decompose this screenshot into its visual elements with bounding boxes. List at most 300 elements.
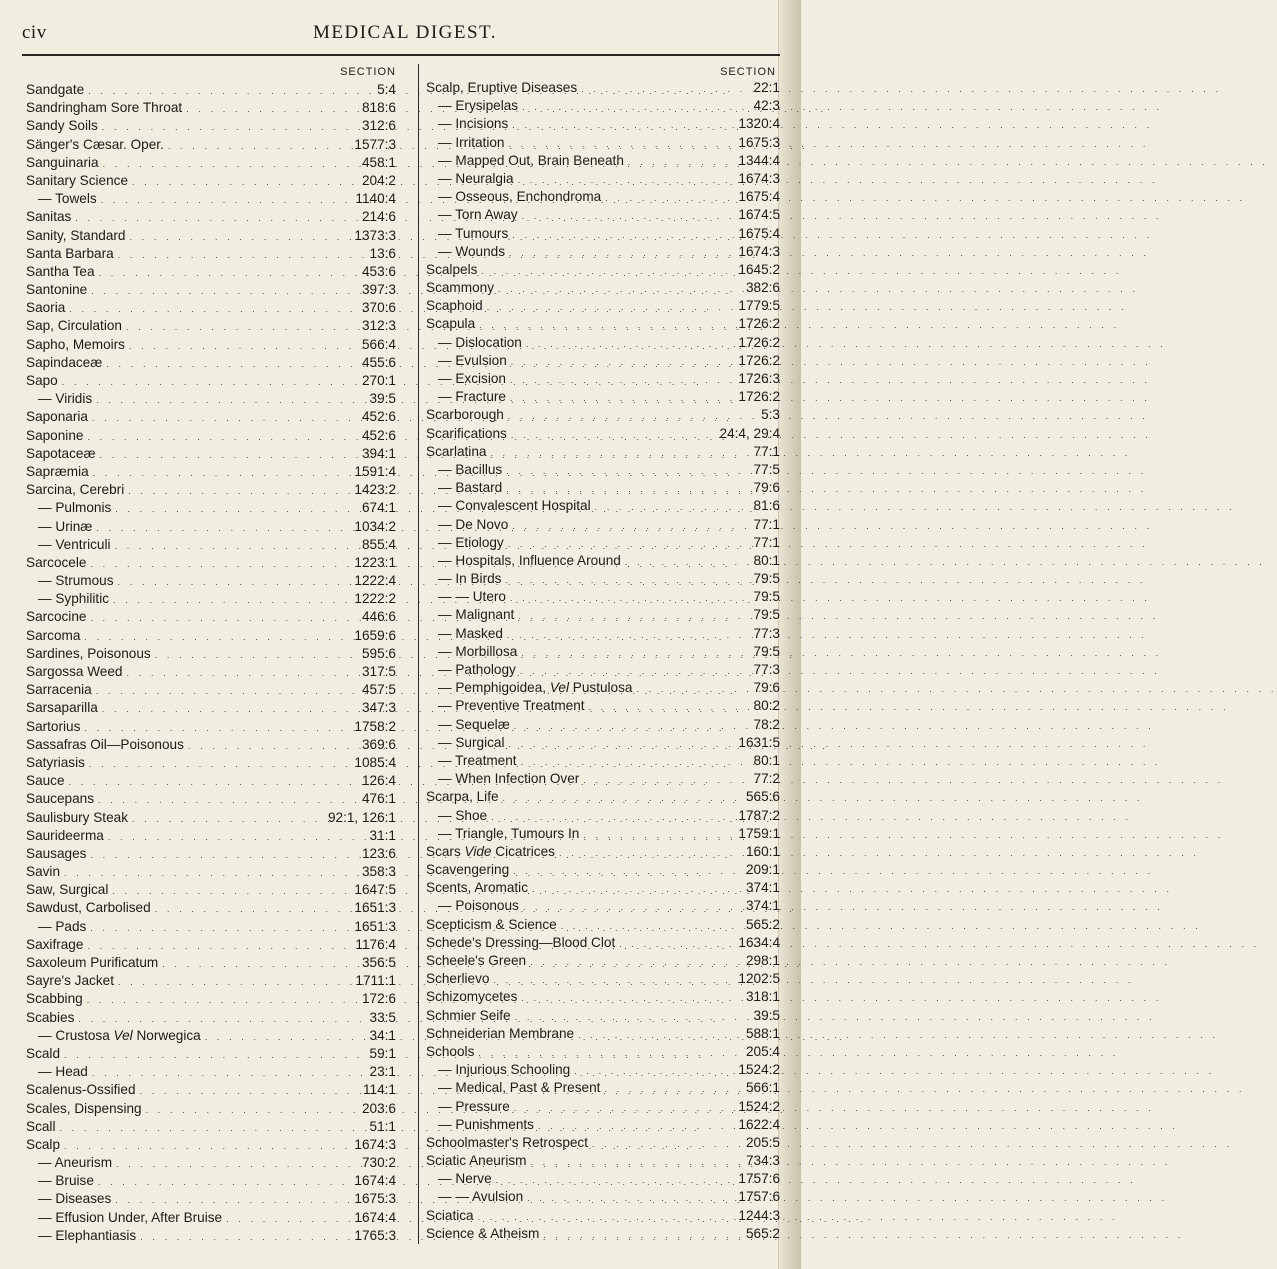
section-ref: 205:5 (745, 1134, 780, 1150)
section-ref: 453:6 (361, 263, 396, 279)
index-entry (26, 899, 400, 917)
left-column (26, 66, 400, 1245)
section-ref: 79:6 (753, 480, 780, 496)
index-term: — Crustosa Vel Norwegica (38, 1027, 201, 1043)
index-entry (426, 879, 780, 897)
index-entry (426, 861, 780, 879)
section-ref: 397:3 (361, 282, 396, 298)
dot-leaders (502, 479, 753, 498)
index-term: Scald (26, 1045, 61, 1061)
index-term: — Convalescent Hospital (438, 498, 591, 514)
index-entry (26, 699, 400, 717)
section-ref: 458:1 (361, 154, 396, 170)
dot-leaders (94, 790, 362, 809)
section-ref: 1034:2 (354, 518, 396, 534)
dot-leaders (201, 1027, 370, 1046)
section-ref: 1758:2 (354, 718, 396, 734)
dot-leaders (591, 497, 754, 516)
dot-leaders (523, 1188, 738, 1207)
index-term: Scepticism & Science (426, 916, 557, 932)
section-ref: 172:6 (361, 991, 396, 1007)
dot-leaders (126, 227, 355, 246)
index-term: Scall (26, 1118, 56, 1134)
index-entry (426, 315, 780, 333)
dot-leaders (517, 988, 746, 1007)
dot-leaders (86, 608, 362, 627)
section-ref: 1222:4 (354, 573, 396, 589)
index-entry (26, 954, 400, 972)
index-term: Scabbing (26, 991, 83, 1007)
index-term: — Injurious Schooling (438, 1062, 571, 1078)
index-entry (426, 679, 780, 697)
section-ref: 457:5 (361, 682, 396, 698)
section-ref: 77:1 (753, 534, 780, 550)
dot-leaders (55, 1118, 369, 1137)
section-ref: 1085:4 (354, 754, 396, 770)
index-term: — Tumours (438, 225, 509, 241)
dot-leaders (142, 1100, 362, 1119)
dot-leaders (112, 1154, 362, 1173)
index-term: — Shoe (438, 807, 488, 823)
index-term: Scammony (426, 280, 494, 296)
dot-leaders (111, 1190, 354, 1209)
section-ref: 1223:1 (354, 554, 396, 570)
section-ref: 674:1 (361, 500, 396, 516)
dot-leaders (88, 408, 362, 427)
left-index-list (26, 81, 400, 1245)
index-term: — Ventriculi (38, 536, 111, 552)
section-ref: 39:5 (369, 391, 396, 407)
index-term: Scalenus-Ossified (26, 1082, 136, 1098)
section-ref: 1634:4 (738, 934, 780, 950)
dot-leaders (95, 263, 362, 282)
dot-leaders (104, 827, 370, 846)
running-title: MEDICAL DIGEST. (313, 22, 497, 43)
index-term: — Nerve (438, 1171, 492, 1187)
index-entry (26, 190, 400, 208)
section-ref: 1423:2 (354, 482, 396, 498)
index-term: Sarcocele (26, 554, 87, 570)
index-entry (426, 352, 780, 370)
section-ref: 358:3 (361, 864, 396, 880)
section-ref: 77:1 (753, 516, 780, 532)
section-ref: 77:3 (753, 662, 780, 677)
dot-leaders (87, 281, 362, 300)
section-ref: 317:5 (361, 664, 396, 679)
index-term: Scabies (26, 1009, 75, 1025)
dot-leaders (511, 1007, 754, 1026)
section-ref: 730:2 (361, 1155, 396, 1171)
section-ref: 31:1 (369, 827, 396, 843)
index-entry (426, 825, 780, 843)
dot-leaders (86, 918, 354, 937)
dot-leaders (151, 645, 362, 664)
section-ref: 1674:3 (738, 243, 780, 259)
section-ref: 123:6 (361, 845, 396, 861)
index-entry (26, 572, 400, 590)
index-entry (426, 788, 780, 806)
section-ref: 77:1 (753, 443, 780, 459)
index-entry (426, 625, 780, 643)
section-ref: 1726:2 (738, 389, 780, 405)
index-term: Sargossa Weed (26, 664, 123, 679)
section-ref: 13:6 (369, 245, 396, 261)
index-term: Scales, Dispensing (26, 1100, 142, 1116)
section-ref: 51:1 (369, 1118, 396, 1134)
dot-leaders (96, 445, 362, 464)
index-term: Scalp (26, 1136, 61, 1152)
dot-leaders (514, 170, 739, 189)
index-entry (26, 1063, 400, 1081)
index-entry (26, 117, 400, 135)
dot-leaders (475, 315, 738, 334)
index-term: Schools (426, 1043, 475, 1059)
section-ref: 77:5 (753, 461, 780, 477)
index-entry (26, 681, 400, 699)
section-ref: 1524:2 (738, 1098, 780, 1114)
section-ref: 734:3 (745, 1153, 780, 1169)
index-entry (426, 170, 780, 188)
section-heading-right: SECTION (720, 66, 776, 78)
section-ref: 455:6 (361, 354, 396, 370)
dot-leaders (528, 879, 746, 898)
dot-leaders (632, 679, 753, 698)
dot-leaders (98, 699, 362, 718)
index-entry (26, 372, 400, 390)
index-term: Schmier Seife (426, 1007, 511, 1023)
index-entry (426, 752, 780, 770)
index-entry (26, 408, 400, 426)
dot-leaders (58, 372, 362, 391)
index-term: — Elephantiasis (38, 1227, 137, 1243)
index-entry (426, 1152, 780, 1170)
index-entry (426, 1007, 780, 1025)
dot-leaders (557, 916, 746, 935)
dot-leaders (128, 172, 362, 191)
index-entry (426, 916, 780, 934)
section-ref: 1726:2 (738, 334, 780, 350)
section-ref: 1757:6 (738, 1171, 780, 1187)
section-heading-left: SECTION (340, 66, 396, 78)
index-entry (26, 1045, 400, 1063)
section-ref: 1577:3 (354, 136, 396, 152)
section-ref: 270:1 (361, 373, 396, 388)
index-term: — — Avulsion (438, 1189, 524, 1205)
section-ref: 476:1 (361, 791, 396, 807)
section-ref: 566:1 (745, 1080, 780, 1096)
dot-leaders (111, 536, 362, 555)
index-entry (426, 406, 780, 424)
dot-leaders (522, 334, 739, 353)
index-term: Saxoleum Purificatum (26, 955, 159, 970)
index-entry (26, 827, 400, 845)
section-ref: 566:4 (361, 336, 396, 352)
index-entry (26, 281, 400, 299)
dot-leaders (122, 663, 361, 682)
index-entry (426, 1025, 780, 1043)
section-ref: 1765:3 (354, 1227, 396, 1243)
index-entry (426, 534, 780, 552)
section-ref: 1344:4 (738, 152, 780, 168)
index-entry (26, 663, 400, 681)
index-entry (426, 479, 780, 497)
index-term: — — Utero (438, 589, 506, 605)
dot-leaders (504, 534, 754, 553)
section-ref: 22:1 (753, 80, 780, 95)
index-term: — Sequelæ (438, 716, 510, 732)
index-term: Sapotaceæ (26, 445, 96, 461)
index-entry (426, 297, 780, 315)
index-term: Scalpels (426, 261, 478, 277)
dot-leaders (504, 406, 761, 425)
dot-leaders (517, 752, 754, 771)
index-term: Sapindaceæ (26, 354, 103, 370)
index-term: Sap, Circulation (26, 318, 122, 334)
section-ref: 1244:3 (738, 1207, 780, 1223)
page-number: civ (22, 22, 47, 43)
section-ref: 77:2 (753, 771, 780, 787)
index-entry (426, 243, 780, 261)
dot-leaders (92, 518, 354, 537)
section-ref: 80:1 (753, 752, 780, 768)
dot-leaders (507, 425, 720, 444)
index-term: Scarlatina (426, 443, 487, 459)
section-ref: 1524:2 (738, 1062, 780, 1078)
index-entry (26, 718, 400, 736)
section-ref: 394:1 (361, 445, 396, 461)
index-term: Scars Vide Cicatrices (426, 843, 555, 859)
section-ref: 80:1 (753, 552, 780, 568)
section-ref: 1674:5 (738, 207, 780, 223)
dot-leaders (510, 716, 754, 735)
index-term: — Incisions (438, 116, 509, 132)
index-entry (426, 1079, 780, 1097)
index-entry (26, 317, 400, 335)
index-term: Scalp, Eruptive Diseases (426, 80, 578, 95)
dot-leaders (109, 590, 354, 609)
index-entry (426, 79, 780, 97)
section-ref: 214:6 (361, 209, 396, 225)
page-header (0, 10, 780, 50)
index-entry (26, 245, 400, 263)
index-term: — Pads (38, 918, 87, 934)
index-term: Schede's Dressing—Blood Clot (426, 934, 616, 950)
index-term: Scents, Aromatic (426, 880, 528, 896)
dot-leaders (97, 190, 356, 209)
index-entry (426, 952, 780, 970)
index-term: — Strumous (38, 573, 114, 589)
index-entry (426, 1188, 780, 1206)
index-entry (426, 770, 780, 788)
index-term: Sarcina, Cerebri (26, 482, 125, 498)
section-ref: 78:2 (753, 716, 780, 732)
dot-leaders (509, 861, 746, 880)
dot-leaders (111, 499, 362, 518)
index-entry (426, 570, 780, 588)
index-entry (26, 208, 400, 226)
index-term: Sandy Soils (26, 118, 98, 134)
dot-leaders (99, 154, 362, 173)
section-ref: 1674:3 (738, 170, 780, 186)
index-entry (426, 1043, 780, 1061)
index-term: Scavengering (426, 862, 510, 878)
section-ref: 1222:2 (354, 591, 396, 607)
dot-leaders (184, 736, 362, 755)
dot-leaders (494, 279, 746, 298)
index-entry (426, 115, 780, 133)
dot-leaders (506, 588, 754, 607)
dot-leaders (577, 79, 753, 98)
index-entry (426, 934, 780, 952)
dot-leaders (477, 261, 738, 280)
index-entry (426, 1061, 780, 1079)
index-term: — Aneurism (38, 1155, 113, 1171)
index-entry (26, 354, 400, 372)
index-term: — Viridis (38, 391, 93, 407)
index-term: Saulisbury Steak (26, 809, 129, 825)
index-term: — Etiology (438, 534, 504, 550)
section-ref: 79:5 (753, 589, 780, 605)
index-term: — Head (38, 1064, 88, 1080)
dot-leaders (624, 152, 739, 171)
index-entry (426, 606, 780, 624)
index-term: — Irritation (438, 134, 505, 150)
index-term: Sandgate (26, 82, 85, 97)
index-entry (426, 497, 780, 515)
right-index-list (426, 79, 780, 1243)
index-entry (26, 627, 400, 645)
index-term: — Surgical (438, 734, 505, 750)
section-ref: 33:5 (369, 1009, 396, 1025)
index-entry (26, 772, 400, 790)
index-entry (26, 227, 400, 245)
section-ref: 114:1 (362, 1082, 396, 1098)
dot-leaders (125, 336, 362, 355)
index-term: Sciatica (426, 1207, 474, 1223)
index-term: Sapho, Memoirs (26, 336, 125, 352)
index-entry (26, 136, 400, 154)
dot-leaders (164, 136, 355, 155)
section-ref: 1659:6 (354, 627, 396, 643)
index-term: — Preventive Treatment (438, 698, 585, 714)
section-ref: 446:6 (361, 609, 396, 625)
dot-leaders (489, 970, 738, 989)
section-ref: 79:6 (753, 680, 780, 696)
dot-leaders (124, 481, 354, 500)
section-ref: 374:1 (745, 898, 780, 914)
index-entry (426, 734, 780, 752)
dot-leaders (80, 627, 354, 646)
dot-leaders (526, 1152, 745, 1171)
index-entry (26, 754, 400, 772)
dot-leaders (74, 1009, 369, 1028)
index-term: — Towels (38, 191, 97, 207)
index-term: Sarcoma (26, 627, 81, 643)
section-ref: 5:3 (761, 407, 780, 423)
section-ref: 126:4 (361, 773, 396, 789)
dot-leaders (492, 1170, 739, 1189)
dot-leaders (506, 388, 738, 407)
dot-leaders (88, 1063, 370, 1082)
index-entry (26, 863, 400, 881)
dot-leaders (505, 243, 738, 262)
index-entry (426, 188, 780, 206)
dot-leaders (114, 972, 355, 991)
dot-leaders (514, 606, 753, 625)
section-ref: 565:6 (745, 789, 780, 805)
section-ref: 92:1, 126:1 (327, 809, 396, 825)
index-entry (426, 225, 780, 243)
dot-leaders (89, 463, 355, 482)
index-entry (26, 445, 400, 463)
index-term: Scarpa, Life (426, 789, 499, 805)
index-entry (26, 790, 400, 808)
dot-leaders (579, 825, 738, 844)
index-term: — Wounds (438, 243, 505, 259)
dot-leaders (508, 225, 738, 244)
dot-leaders (510, 1098, 739, 1117)
index-term: Saponaria (26, 409, 88, 425)
index-entry (26, 736, 400, 754)
dot-leaders (136, 1227, 354, 1246)
dot-leaders (474, 1043, 746, 1062)
index-entry (426, 588, 780, 606)
index-entry (426, 897, 780, 915)
dot-leaders (65, 772, 362, 791)
index-entry (26, 590, 400, 608)
dot-leaders (83, 990, 362, 1009)
index-entry (426, 552, 780, 570)
dot-leaders (517, 643, 753, 662)
index-term: — Morbillosa (438, 643, 518, 659)
index-entry (426, 697, 780, 715)
section-ref: 1647:5 (354, 882, 396, 898)
dot-leaders (114, 245, 370, 264)
section-ref: 818:6 (361, 100, 396, 116)
index-term: Sanitas (26, 209, 72, 225)
dot-leaders (508, 516, 753, 535)
index-term: Schoolmaster's Retrospect (426, 1134, 589, 1150)
index-entry (426, 807, 780, 825)
index-entry (426, 716, 780, 734)
index-entry (426, 1225, 780, 1243)
dot-leaders (92, 681, 362, 700)
index-term: Schizomycetes (426, 989, 518, 1005)
section-ref: 1711:1 (355, 973, 396, 989)
section-ref: 80:2 (753, 698, 780, 714)
section-ref: 79:5 (753, 607, 780, 623)
section-ref: 1140:4 (355, 191, 396, 207)
index-entry (426, 97, 780, 115)
dot-leaders (83, 936, 355, 955)
dot-leaders (518, 206, 739, 225)
index-entry (26, 427, 400, 445)
section-ref: 1757:6 (738, 1189, 780, 1205)
index-term: Saurideerma (26, 827, 104, 843)
index-entry (426, 134, 780, 152)
index-entry (426, 1170, 780, 1188)
index-term: — Urinæ (38, 518, 93, 534)
section-ref: 855:4 (361, 536, 396, 552)
dot-leaders (539, 1225, 746, 1244)
index-term: Sawdust, Carbolised (26, 900, 151, 916)
index-term: Saoria (26, 300, 66, 316)
dot-leaders (151, 899, 355, 918)
dot-leaders (85, 754, 355, 773)
index-term: — Diseases (38, 1191, 112, 1207)
section-ref: 356:5 (361, 955, 396, 970)
index-entry (426, 988, 780, 1006)
